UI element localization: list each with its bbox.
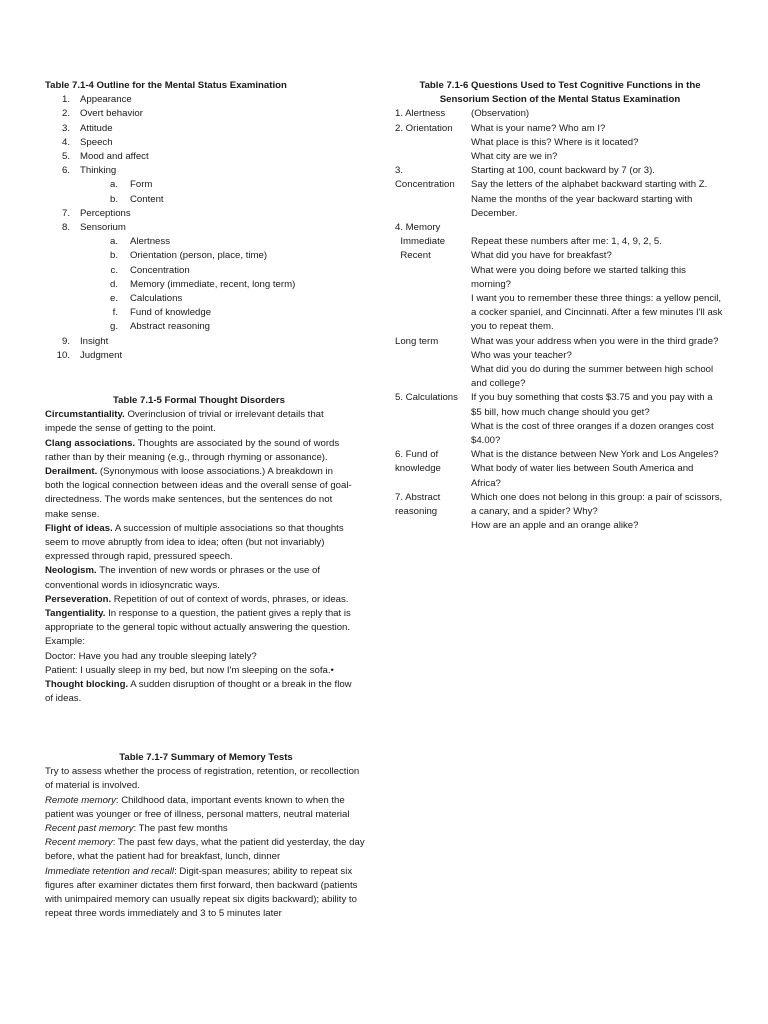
- question-text: What place is this? Where is it located?: [471, 136, 639, 148]
- question-text: What were you doing before we started talking this morning?: [471, 264, 686, 290]
- entry-term: Remote memory: [45, 794, 116, 806]
- question-text: I want you to remember these three things: a yellow pencil, a cocker spaniel, and Cincinnati. After a few minutes I'll ask you to repeat them.: [471, 293, 723, 333]
- outline-marker: b.: [109, 193, 118, 205]
- outline-subitem: [45, 320, 365, 334]
- outline-text: Orientation (person, place, time): [130, 250, 268, 262]
- outline-item: [45, 150, 365, 164]
- outline-marker: 4.: [61, 136, 70, 148]
- question-text: What is the distance between New York and Los Angeles? What body of water lies between South America and Africa?: [471, 449, 719, 489]
- question-text: If you buy something that costs $3.75 and you pay with a $5 bill, how much change should you get?: [471, 392, 713, 418]
- table-7-1-5-title: Table 7.1-5 Formal Thought Disorders: [112, 395, 285, 406]
- question-row: [395, 363, 725, 391]
- outline-marker: 7.: [61, 207, 70, 219]
- question-row: [395, 221, 725, 235]
- memory-test-entry: [45, 865, 367, 922]
- memory-test-entry: [45, 794, 367, 822]
- memory-test-entry: [45, 822, 367, 836]
- question-row: [395, 335, 725, 349]
- outline-list: [45, 93, 365, 363]
- outline-marker: 2.: [61, 108, 70, 120]
- entry-term: Recent memory: [45, 837, 113, 849]
- question-row: [395, 164, 725, 178]
- question-text: Say the letters of the alphabet backward starting with Z.: [471, 179, 708, 191]
- entry-text: Patient: I usually sleep in my bed, but now I'm sleeping on the sofa.•: [45, 664, 334, 676]
- function-label: [395, 519, 471, 533]
- outline-marker: 8.: [61, 222, 70, 234]
- function-label: Recent: [395, 250, 431, 262]
- function-label: [395, 193, 471, 221]
- outline-subitem: [45, 249, 365, 263]
- outline-item: [45, 136, 365, 150]
- table-7-1-6: [395, 79, 725, 534]
- entry-term: Recent past memory: [45, 823, 134, 835]
- outline-text: Abstract reasoning: [130, 321, 210, 333]
- outline-item: [45, 164, 365, 178]
- outline-item: [45, 107, 365, 121]
- question-row: [395, 391, 725, 419]
- entry-text: : Childhood data, important events known to when the patient was younger or free of illness, personal matters, neutral material: [45, 794, 350, 820]
- entry-term: Thought blocking.: [45, 679, 129, 691]
- outline-subitem: [45, 178, 365, 192]
- question-row: [395, 292, 725, 335]
- question-text: What was your address when you were in the third grade?: [471, 335, 719, 347]
- outline-text: Attitude: [80, 122, 113, 134]
- question-row: [395, 107, 725, 121]
- entry-text: Thoughts are associated by the sound of words rather than by their meaning (e.g., through rhyming or assonance).: [45, 437, 340, 463]
- outline-text: Perceptions: [80, 207, 131, 219]
- function-label: 5. Calculations: [395, 392, 458, 404]
- outline-text: Thinking: [80, 165, 117, 177]
- question-row: [395, 349, 725, 363]
- outline-text: Sensorium: [80, 222, 126, 234]
- thought-disorder-entry: [45, 522, 353, 565]
- thought-disorder-list: [45, 408, 353, 706]
- question-text: What city are we in?: [471, 151, 558, 163]
- memory-test-entry: [45, 765, 367, 793]
- function-label: 7. Abstract reasoning: [395, 491, 443, 518]
- thought-disorder-entry: [45, 650, 353, 664]
- table-7-1-7: [45, 751, 367, 921]
- question-row: [395, 150, 725, 164]
- outline-text: Mood and affect: [80, 151, 149, 163]
- outline-text: Overt behavior: [80, 108, 143, 120]
- entry-text: Overinclusion of trivial or irrelevant details that impede the sense of getting to the point.: [45, 409, 324, 435]
- entry-term: Perseveration.: [45, 593, 112, 605]
- question-text: [471, 221, 725, 235]
- outline-item: [45, 221, 365, 235]
- table-7-1-7-title: Table 7.1-7 Summary of Memory Tests: [119, 752, 293, 763]
- question-row: [395, 420, 725, 448]
- thought-disorder-entry: [45, 593, 353, 607]
- question-row: [395, 448, 725, 491]
- outline-text: Appearance: [80, 94, 132, 106]
- outline-item: [45, 335, 365, 349]
- outline-text: Insight: [80, 335, 109, 347]
- thought-disorder-entry: [45, 408, 353, 436]
- thought-disorder-entry: [45, 465, 353, 522]
- question-text: What did you do during the summer between high school and college?: [471, 364, 714, 390]
- function-label: 6. Fund of knowledge: [395, 449, 441, 475]
- question-text: What is the cost of three oranges if a dozen oranges cost $4.00?: [471, 420, 714, 447]
- function-label: Long term: [395, 335, 439, 347]
- question-text: (Observation): [471, 108, 530, 120]
- function-label: [395, 363, 471, 391]
- table-7-1-6-title-line2: Sensorium Section of the Mental Status Examination: [439, 94, 681, 106]
- thought-disorder-entry: [45, 664, 353, 678]
- outline-text: Speech: [80, 136, 113, 148]
- memory-tests-list: [45, 765, 367, 921]
- question-row: [395, 264, 725, 292]
- outline-marker: b.: [109, 250, 118, 262]
- question-text: What is your name? Who am I?: [471, 122, 606, 134]
- function-label: 3.: [395, 165, 404, 177]
- entry-term: Tangentiality.: [45, 608, 106, 620]
- entry-text: In response to a question, the patient gives a reply that is appropriate to the general topic without actually answering the question. Example:: [45, 608, 351, 648]
- outline-text: Judgment: [80, 349, 123, 361]
- outline-marker: a.: [109, 236, 118, 248]
- outline-subitem: [45, 193, 365, 207]
- function-label: [395, 349, 471, 363]
- outline-text: Alertness: [130, 236, 170, 248]
- question-text: Which one does not belong in this group: a pair of scissors, a canary, and a spider? Why?: [471, 491, 723, 518]
- cognitive-questions-list: [395, 107, 725, 533]
- question-row: [395, 519, 725, 533]
- function-label: [395, 264, 471, 292]
- outline-marker: e.: [109, 293, 118, 305]
- outline-text: Memory (immediate, recent, long term): [130, 278, 296, 290]
- question-text: What did you have for breakfast?: [471, 250, 612, 262]
- question-text: Repeat these numbers after me: 1, 4, 9, 2, 5.: [471, 236, 662, 248]
- thought-disorder-entry: [45, 607, 353, 650]
- entry-text: (Synonymous with loose associations.) A breakdown in both the logical connection between ideas and the overall sense of goal-directedness. The words make sentences, but the sentences do not make sense.: [45, 466, 352, 520]
- question-text: Starting at 100, count backward by 7 (or 3).: [471, 165, 655, 177]
- question-row: [395, 235, 725, 249]
- function-label: [395, 292, 471, 335]
- outline-text: Content: [130, 193, 164, 205]
- outline-text: Form: [130, 179, 153, 191]
- question-text: How are an apple and an orange alike?: [471, 520, 639, 532]
- function-label: 4. Memory: [395, 222, 441, 234]
- entry-text: Repetition of out of context of words, phrases, or ideas.: [111, 593, 349, 605]
- entry-term: Clang associations.: [45, 437, 136, 449]
- outline-item: [45, 93, 365, 107]
- function-label: 1. Alertness: [395, 108, 446, 120]
- outline-marker: g.: [109, 321, 118, 333]
- question-row: [395, 136, 725, 150]
- outline-marker: 10.: [56, 349, 70, 361]
- question-row: [395, 249, 725, 263]
- thought-disorder-entry: [45, 564, 353, 592]
- outline-item: [45, 207, 365, 221]
- outline-marker: d.: [109, 278, 118, 290]
- function-label: [395, 136, 471, 150]
- outline-subitem: [45, 278, 365, 292]
- entry-text: Try to assess whether the process of registration, retention, or recollection of material is involved.: [45, 766, 360, 792]
- outline-marker: a.: [109, 179, 118, 191]
- entry-text: : The past few months: [133, 823, 228, 835]
- outline-marker: 1.: [61, 94, 70, 106]
- entry-text: Doctor: Have you had any trouble sleeping lately?: [45, 650, 257, 662]
- outline-item: [45, 122, 365, 136]
- entry-term: Derailment.: [45, 466, 98, 478]
- outline-marker: 6.: [61, 165, 70, 177]
- question-row: [395, 178, 725, 192]
- outline-item: [45, 349, 365, 363]
- outline-subitem: [45, 292, 365, 306]
- function-label: Concentration: [395, 179, 455, 191]
- outline-text: Concentration: [130, 264, 190, 276]
- question-row: [395, 491, 725, 519]
- thought-disorder-entry: [45, 437, 353, 465]
- question-text: Name the months of the year backward starting with December.: [471, 193, 693, 219]
- memory-test-entry: [45, 836, 367, 864]
- entry-term: Immediate retention and recall: [45, 865, 175, 877]
- table-7-1-4: [45, 79, 365, 363]
- outline-marker: f.: [112, 307, 118, 319]
- table-7-1-5: [45, 394, 353, 706]
- outline-text: Calculations: [130, 293, 183, 305]
- entry-term: Flight of ideas.: [45, 522, 113, 534]
- question-row: [395, 193, 725, 221]
- function-label: Immediate: [395, 236, 446, 248]
- entry-term: Neologism.: [45, 565, 97, 577]
- table-7-1-4-title: Table 7.1-4 Outline for the Mental Status Examination: [45, 80, 287, 91]
- outline-text: Fund of knowledge: [130, 307, 212, 319]
- outline-marker: c.: [110, 264, 118, 276]
- outline-marker: 5.: [61, 151, 70, 163]
- entry-text: A sudden disruption of thought or a break in the flow of ideas.: [45, 679, 352, 705]
- outline-subitem: [45, 264, 365, 278]
- outline-subitem: [45, 235, 365, 249]
- outline-marker: 9.: [61, 335, 70, 347]
- entry-text: : The past few days, what the patient did yesterday, the day before, what the patient had for breakfast, lunch, dinner: [45, 837, 365, 863]
- thought-disorder-entry: [45, 678, 353, 706]
- entry-text: : Digit-span measures; ability to repeat six figures after examiner dictates them first forward, then backward (patients with unimpaired memory can usually repeat six digits backward); ability to repeat three words immediately and 3 to 5 minutes later: [45, 865, 358, 920]
- table-7-1-6-title-line1: Table 7.1-6 Questions Used to Test Cognitive Functions in the: [419, 80, 701, 91]
- entry-text: The invention of new words or phrases or the use of conventional words in idiosyncratic ways.: [45, 565, 320, 591]
- function-label: 2. Orientation: [395, 122, 453, 134]
- entry-term: Circumstantiality.: [45, 409, 125, 421]
- question-row: [395, 122, 725, 136]
- outline-subitem: [45, 306, 365, 320]
- function-label: [395, 420, 471, 448]
- function-label: [395, 150, 471, 164]
- question-text: Who was your teacher?: [471, 349, 572, 361]
- outline-marker: 3.: [61, 122, 70, 134]
- entry-text: A succession of multiple associations so that thoughts seem to move abruptly from idea to idea; often (but not invariably) expressed through rapid, pressured speech.: [45, 522, 344, 563]
